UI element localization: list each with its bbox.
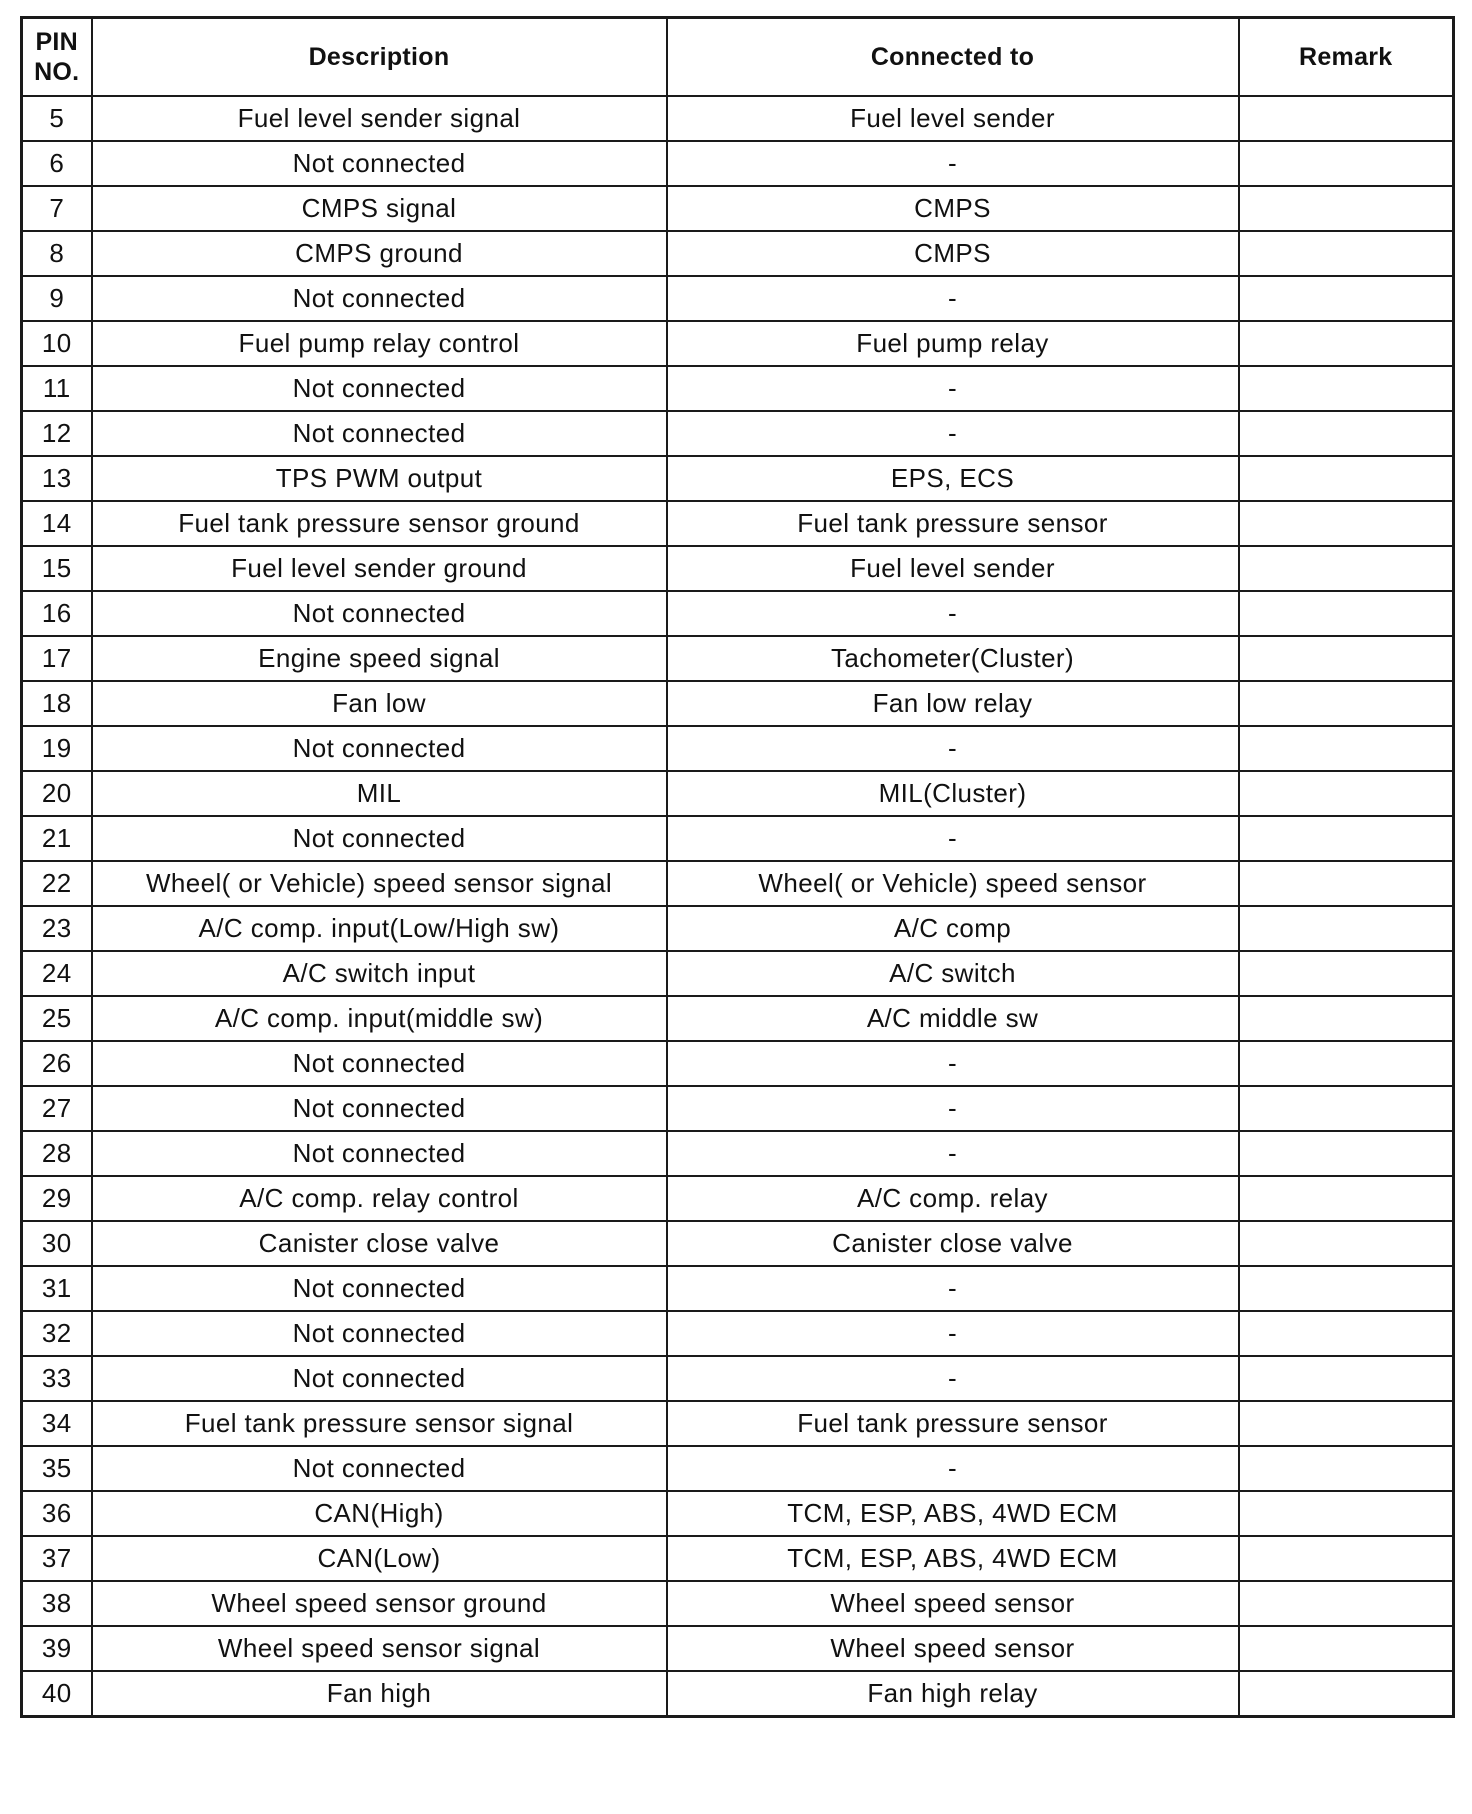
cell-description: Not connected xyxy=(92,141,667,186)
cell-remark xyxy=(1239,321,1454,366)
table-row xyxy=(22,1311,1454,1356)
cell-remark xyxy=(1239,816,1454,861)
table-row xyxy=(22,816,1454,861)
cell-pin-no: 23 xyxy=(22,906,92,951)
table-row xyxy=(22,996,1454,1041)
cell-connected-to: Fuel tank pressure sensor xyxy=(667,1401,1239,1446)
cell-remark xyxy=(1239,726,1454,771)
cell-pin-no: 27 xyxy=(22,1086,92,1131)
cell-description: Fan low xyxy=(92,681,667,726)
table-row xyxy=(22,726,1454,771)
cell-connected-to: - xyxy=(667,411,1239,456)
cell-pin-no: 9 xyxy=(22,276,92,321)
cell-remark xyxy=(1239,1176,1454,1221)
cell-description: Not connected xyxy=(92,1311,667,1356)
cell-description: CMPS signal xyxy=(92,186,667,231)
header-pin-line2: NO. xyxy=(34,58,80,86)
cell-remark xyxy=(1239,1221,1454,1266)
cell-description: MIL xyxy=(92,771,667,816)
cell-description: Fuel tank pressure sensor signal xyxy=(92,1401,667,1446)
table-row xyxy=(22,906,1454,951)
cell-connected-to: Fan high relay xyxy=(667,1671,1239,1717)
cell-remark xyxy=(1239,546,1454,591)
cell-description: Canister close valve xyxy=(92,1221,667,1266)
cell-connected-to: - xyxy=(667,1446,1239,1491)
table-row xyxy=(22,1671,1454,1717)
cell-pin-no: 22 xyxy=(22,861,92,906)
cell-connected-to: Fuel pump relay xyxy=(667,321,1239,366)
cell-pin-no: 34 xyxy=(22,1401,92,1446)
cell-connected-to: Fan low relay xyxy=(667,681,1239,726)
cell-pin-no: 26 xyxy=(22,1041,92,1086)
cell-connected-to: MIL(Cluster) xyxy=(667,771,1239,816)
table-row xyxy=(22,1131,1454,1176)
cell-remark xyxy=(1239,276,1454,321)
pin-table xyxy=(20,16,1455,1718)
cell-pin-no: 13 xyxy=(22,456,92,501)
table-row xyxy=(22,96,1454,141)
cell-remark xyxy=(1239,366,1454,411)
table-body xyxy=(22,96,1454,1717)
cell-connected-to: Tachometer(Cluster) xyxy=(667,636,1239,681)
cell-description: Engine speed signal xyxy=(92,636,667,681)
cell-connected-to: Fuel level sender xyxy=(667,546,1239,591)
header-row xyxy=(22,18,1454,97)
cell-pin-no: 10 xyxy=(22,321,92,366)
table-row xyxy=(22,276,1454,321)
cell-remark xyxy=(1239,1356,1454,1401)
cell-connected-to: Canister close valve xyxy=(667,1221,1239,1266)
cell-description: Not connected xyxy=(92,1446,667,1491)
cell-description: Not connected xyxy=(92,276,667,321)
cell-remark xyxy=(1239,771,1454,816)
cell-pin-no: 31 xyxy=(22,1266,92,1311)
cell-description: Wheel speed sensor ground xyxy=(92,1581,667,1626)
cell-connected-to: - xyxy=(667,726,1239,771)
cell-remark xyxy=(1239,996,1454,1041)
table-row xyxy=(22,321,1454,366)
cell-remark xyxy=(1239,1671,1454,1717)
cell-connected-to: A/C middle sw xyxy=(667,996,1239,1041)
table-row xyxy=(22,1041,1454,1086)
cell-remark xyxy=(1239,1446,1454,1491)
cell-pin-no: 39 xyxy=(22,1626,92,1671)
cell-description: Fuel level sender signal xyxy=(92,96,667,141)
cell-remark xyxy=(1239,681,1454,726)
cell-remark xyxy=(1239,1491,1454,1536)
cell-connected-to: - xyxy=(667,1356,1239,1401)
cell-pin-no: 32 xyxy=(22,1311,92,1356)
cell-description: Not connected xyxy=(92,411,667,456)
cell-remark xyxy=(1239,1311,1454,1356)
table-row xyxy=(22,1536,1454,1581)
cell-description: CAN(Low) xyxy=(92,1536,667,1581)
cell-description: A/C switch input xyxy=(92,951,667,996)
table-row xyxy=(22,366,1454,411)
cell-pin-no: 6 xyxy=(22,141,92,186)
header-remark: Remark xyxy=(1239,18,1454,97)
cell-description: Not connected xyxy=(92,816,667,861)
cell-pin-no: 38 xyxy=(22,1581,92,1626)
table-row xyxy=(22,546,1454,591)
cell-pin-no: 36 xyxy=(22,1491,92,1536)
cell-connected-to: Fuel level sender xyxy=(667,96,1239,141)
cell-pin-no: 14 xyxy=(22,501,92,546)
table-row xyxy=(22,1401,1454,1446)
table-row xyxy=(22,411,1454,456)
header-pin-line1: PIN xyxy=(35,28,79,56)
cell-pin-no: 19 xyxy=(22,726,92,771)
pin-table-sheet xyxy=(20,16,1452,1718)
cell-connected-to: - xyxy=(667,141,1239,186)
cell-pin-no: 20 xyxy=(22,771,92,816)
table-row xyxy=(22,636,1454,681)
cell-remark xyxy=(1239,1401,1454,1446)
cell-pin-no: 5 xyxy=(22,96,92,141)
cell-connected-to: - xyxy=(667,1041,1239,1086)
table-row xyxy=(22,1581,1454,1626)
table-row xyxy=(22,591,1454,636)
table-row xyxy=(22,1086,1454,1131)
cell-description: CMPS ground xyxy=(92,231,667,276)
cell-description: Fuel level sender ground xyxy=(92,546,667,591)
cell-pin-no: 11 xyxy=(22,366,92,411)
cell-connected-to: A/C comp xyxy=(667,906,1239,951)
cell-pin-no: 16 xyxy=(22,591,92,636)
cell-description: Not connected xyxy=(92,1086,667,1131)
cell-remark xyxy=(1239,1131,1454,1176)
cell-connected-to: - xyxy=(667,591,1239,636)
cell-pin-no: 12 xyxy=(22,411,92,456)
cell-remark xyxy=(1239,231,1454,276)
table-row xyxy=(22,186,1454,231)
table-row xyxy=(22,861,1454,906)
cell-remark xyxy=(1239,411,1454,456)
cell-description: A/C comp. input(middle sw) xyxy=(92,996,667,1041)
cell-pin-no: 7 xyxy=(22,186,92,231)
cell-connected-to: TCM, ESP, ABS, 4WD ECM xyxy=(667,1491,1239,1536)
cell-remark xyxy=(1239,1626,1454,1671)
cell-connected-to: - xyxy=(667,1311,1239,1356)
cell-pin-no: 8 xyxy=(22,231,92,276)
cell-pin-no: 37 xyxy=(22,1536,92,1581)
table-row xyxy=(22,501,1454,546)
table-row xyxy=(22,1626,1454,1671)
cell-description: A/C comp. input(Low/High sw) xyxy=(92,906,667,951)
cell-description: TPS PWM output xyxy=(92,456,667,501)
cell-pin-no: 29 xyxy=(22,1176,92,1221)
table-row xyxy=(22,681,1454,726)
cell-connected-to: - xyxy=(667,1131,1239,1176)
cell-remark xyxy=(1239,1041,1454,1086)
header-connected-to: Connected to xyxy=(667,18,1239,97)
cell-description: Not connected xyxy=(92,1356,667,1401)
cell-connected-to: CMPS xyxy=(667,231,1239,276)
table-row xyxy=(22,1176,1454,1221)
cell-connected-to: Wheel( or Vehicle) speed sensor xyxy=(667,861,1239,906)
cell-connected-to: - xyxy=(667,276,1239,321)
cell-remark xyxy=(1239,456,1454,501)
cell-pin-no: 30 xyxy=(22,1221,92,1266)
cell-description: Wheel speed sensor signal xyxy=(92,1626,667,1671)
cell-pin-no: 18 xyxy=(22,681,92,726)
cell-connected-to: Wheel speed sensor xyxy=(667,1626,1239,1671)
table-row xyxy=(22,231,1454,276)
header-pin-no xyxy=(22,18,92,97)
cell-connected-to: - xyxy=(667,1086,1239,1131)
table-row xyxy=(22,1491,1454,1536)
cell-connected-to: - xyxy=(667,366,1239,411)
cell-remark xyxy=(1239,906,1454,951)
cell-description: Not connected xyxy=(92,1266,667,1311)
cell-remark xyxy=(1239,1266,1454,1311)
table-row xyxy=(22,456,1454,501)
cell-remark xyxy=(1239,861,1454,906)
cell-remark xyxy=(1239,501,1454,546)
header-description: Description xyxy=(92,18,667,97)
cell-connected-to: Fuel tank pressure sensor xyxy=(667,501,1239,546)
cell-connected-to: EPS, ECS xyxy=(667,456,1239,501)
cell-description: Not connected xyxy=(92,1131,667,1176)
table-row xyxy=(22,1356,1454,1401)
cell-remark xyxy=(1239,591,1454,636)
cell-connected-to: A/C comp. relay xyxy=(667,1176,1239,1221)
cell-remark xyxy=(1239,186,1454,231)
cell-remark xyxy=(1239,951,1454,996)
cell-description: Fuel pump relay control xyxy=(92,321,667,366)
cell-pin-no: 24 xyxy=(22,951,92,996)
cell-description: Not connected xyxy=(92,366,667,411)
cell-remark xyxy=(1239,1581,1454,1626)
cell-connected-to: A/C switch xyxy=(667,951,1239,996)
cell-connected-to: Wheel speed sensor xyxy=(667,1581,1239,1626)
cell-connected-to: CMPS xyxy=(667,186,1239,231)
cell-remark xyxy=(1239,1086,1454,1131)
cell-remark xyxy=(1239,141,1454,186)
table-header xyxy=(22,18,1454,97)
cell-pin-no: 35 xyxy=(22,1446,92,1491)
cell-pin-no: 33 xyxy=(22,1356,92,1401)
table-row xyxy=(22,771,1454,816)
cell-description: Fuel tank pressure sensor ground xyxy=(92,501,667,546)
cell-description: Not connected xyxy=(92,591,667,636)
cell-remark xyxy=(1239,1536,1454,1581)
cell-description: Fan high xyxy=(92,1671,667,1717)
cell-pin-no: 15 xyxy=(22,546,92,591)
cell-pin-no: 21 xyxy=(22,816,92,861)
table-row xyxy=(22,1446,1454,1491)
table-row xyxy=(22,1266,1454,1311)
cell-pin-no: 28 xyxy=(22,1131,92,1176)
cell-pin-no: 17 xyxy=(22,636,92,681)
cell-connected-to: - xyxy=(667,816,1239,861)
cell-connected-to: TCM, ESP, ABS, 4WD ECM xyxy=(667,1536,1239,1581)
cell-remark xyxy=(1239,96,1454,141)
cell-description: Not connected xyxy=(92,1041,667,1086)
cell-pin-no: 25 xyxy=(22,996,92,1041)
cell-description: Not connected xyxy=(92,726,667,771)
cell-pin-no: 40 xyxy=(22,1671,92,1717)
cell-description: A/C comp. relay control xyxy=(92,1176,667,1221)
table-row xyxy=(22,1221,1454,1266)
cell-description: Wheel( or Vehicle) speed sensor signal xyxy=(92,861,667,906)
cell-remark xyxy=(1239,636,1454,681)
cell-description: CAN(High) xyxy=(92,1491,667,1536)
table-row xyxy=(22,951,1454,996)
table-row xyxy=(22,141,1454,186)
cell-connected-to: - xyxy=(667,1266,1239,1311)
